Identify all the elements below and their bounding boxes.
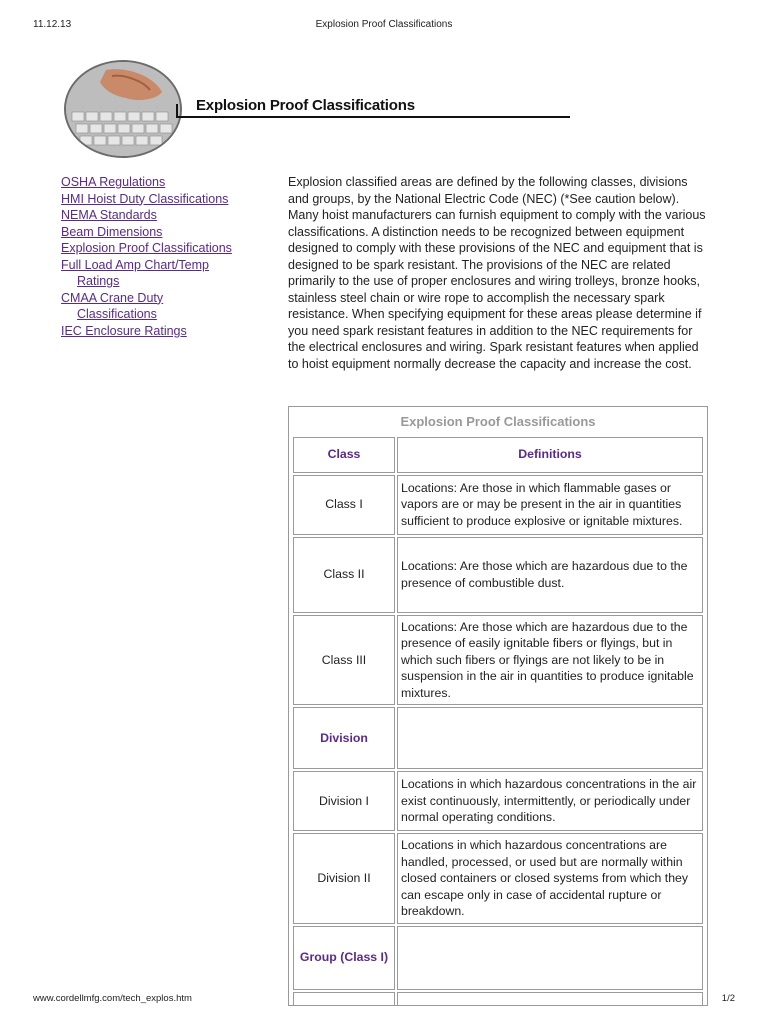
- nav-link-label: NEMA Standards: [61, 208, 157, 222]
- table-row: [293, 537, 703, 613]
- nav-link-iec-enclosure[interactable]: [61, 323, 232, 340]
- nav-link-full-load-amp[interactable]: [61, 257, 232, 290]
- nav-link-osha[interactable]: [61, 174, 232, 191]
- table-section-row: [293, 926, 703, 990]
- class-cell: Division I: [293, 771, 395, 831]
- nav-link-nema[interactable]: [61, 207, 232, 224]
- nav-link-label-cont: Classifications: [77, 307, 157, 321]
- definition-cell: Locations in which hazardous concentrations are handled, processed, or used but are normally within closed containers or closed systems from which they can escape only in case of accidental rupture or breakdown.: [397, 833, 703, 924]
- nav-link-cmaa-crane-duty[interactable]: [61, 290, 232, 323]
- nav-link-label: CMAA Crane Duty: [61, 290, 164, 305]
- table-row: [293, 992, 703, 1007]
- definition-cell: Locations: Are those which are hazardous due to the presence of combustible dust.: [397, 537, 703, 613]
- table-row: [293, 771, 703, 831]
- print-date: 11.12.13: [33, 19, 72, 30]
- column-header-definitions: Definitions: [397, 437, 703, 473]
- table-caption: Explosion Proof Classifications: [400, 414, 596, 429]
- column-header-class: Class: [293, 437, 395, 473]
- nav-link-label: Beam Dimensions: [61, 224, 163, 239]
- nav-link-label-cont: Ratings: [77, 274, 120, 288]
- nav-link-hmi-hoist-duty[interactable]: [61, 191, 232, 208]
- definition-cell-empty: [397, 992, 703, 1007]
- nav-link-label: Full Load Amp Chart/Temp: [61, 257, 209, 272]
- class-cell: Class III: [293, 615, 395, 706]
- section-heading: Division: [293, 707, 395, 769]
- print-title: Explosion Proof Classifications: [315, 19, 453, 30]
- banner-underline: [176, 116, 570, 118]
- definition-cell: Locations in which hazardous concentrations in the air exist continuously, intermittently, or periodically under normal operating conditions.: [397, 771, 703, 831]
- class-cell: Class II: [293, 537, 395, 613]
- page-title: Explosion Proof Classifications: [196, 97, 415, 114]
- nav-link-label: Explosion Proof Classifications: [61, 241, 232, 255]
- footer-page-number: 1/2: [721, 993, 735, 1004]
- nav-link-label: IEC Enclosure Ratings: [61, 323, 187, 338]
- table-row: [293, 833, 703, 924]
- footer-url: www.cordellmfg.com/tech_explos.htm: [33, 993, 192, 1004]
- class-cell: Class I: [293, 475, 395, 535]
- nav-link-label: HMI Hoist Duty Classifications: [61, 191, 229, 206]
- nav-link-label: OSHA Regulations: [61, 175, 166, 189]
- table-section-row: [293, 707, 703, 769]
- class-cell: Division II: [293, 833, 395, 924]
- section-heading: Group (Class I): [293, 926, 395, 990]
- classification-table: [288, 406, 708, 1006]
- table-row: [293, 475, 703, 535]
- definition-cell-empty: [397, 926, 703, 990]
- definition-cell: Locations: Are those in which flammable gases or vapors are or may be present in the air in quantities sufficient to produce explosive or ignitable mixtures.: [397, 475, 703, 535]
- nav-link-explosion-proof[interactable]: [61, 240, 232, 257]
- keyboard-hand-logo: [64, 60, 182, 158]
- definition-cell: Locations: Are those which are hazardous due to the presence of easily ignitable fibers or flyings, but in which such fibers or flyings are not likely to be in suspension in the air in quantities to produce ignitable mixtures.: [397, 615, 703, 706]
- definition-cell-empty: [397, 707, 703, 769]
- sidebar-nav: [61, 174, 232, 339]
- table-row: [293, 615, 703, 706]
- nav-link-beam-dimensions[interactable]: [61, 224, 232, 241]
- class-cell-empty: [293, 992, 395, 1007]
- intro-paragraph: Explosion classified areas are defined by the following classes, divisions and groups, by the National Electric Code (NEC) (*See caution below). Many hoist manufacturers can furnish equipment to comply with the various classifications. A distinction needs to be recognized between equipment designed to comply with these provisions of the NEC and equipment that is designed to be spark resistant. The provisions of the NEC are related primarily to the use of proper enclosures and wiring trolleys, bronze hooks, stainless steel chain or wire rope to accomplish the necessary spark resistance. When specifying equipment for these areas please determine if you need spark resistant features in addition to the NEC requirements for the electrical enclosures and wiring. Spark resistant features when applied to hoist equipment normally decrease the capacity and increase the cost.: [288, 175, 706, 371]
